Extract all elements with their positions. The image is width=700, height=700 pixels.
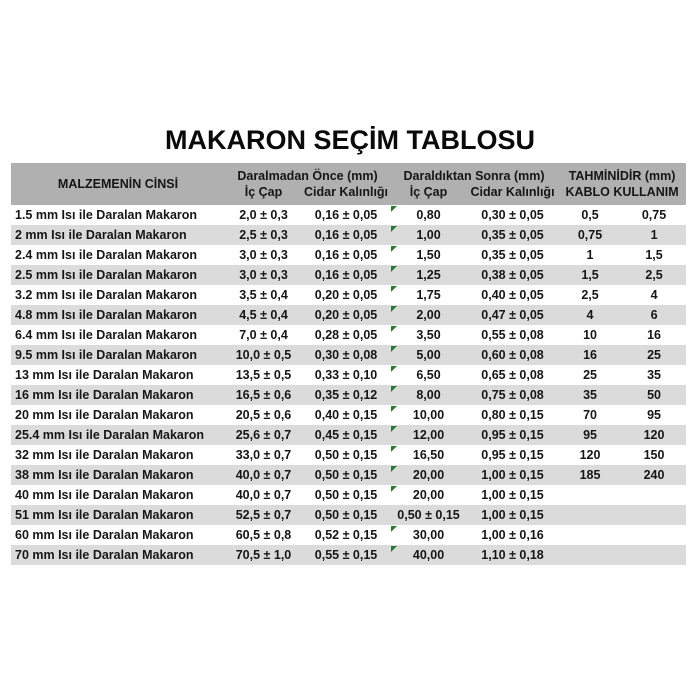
table-row <box>11 465 686 485</box>
kablo-max-cell: 2,5 <box>622 265 686 285</box>
ic-cap-once-cell: 20,5 ± 0,6 <box>235 408 292 422</box>
table-row <box>11 505 686 525</box>
ic-cap-once-cell: 25,6 ± 0,7 <box>225 425 302 445</box>
kablo-max-cell: 120 <box>622 425 686 445</box>
kablo-max-cell <box>622 545 686 565</box>
header-group-after: Daraldıktan Sonra (mm) <box>390 163 558 184</box>
cidar-sonra-cell: 0,38 ± 0,05 <box>467 265 558 285</box>
table-row <box>11 245 686 265</box>
error-indicator-icon <box>391 366 397 372</box>
error-indicator-icon <box>391 526 397 532</box>
ic-cap-once-cell: 33,0 ± 0,7 <box>235 448 292 462</box>
kablo-min-cell <box>558 545 622 565</box>
cidar-once-cell: 0,16 ± 0,05 <box>314 248 378 262</box>
header-group-before: Daralmadan Önce (mm) <box>225 163 390 184</box>
ic-cap-sonra-cell: 3,50 <box>390 325 467 345</box>
table-row <box>11 405 686 425</box>
ic-cap-once-cell: 2,5 ± 0,3 <box>225 225 302 245</box>
makaron-table <box>11 163 686 565</box>
table-row <box>11 265 686 285</box>
kablo-min-cell: 16 <box>558 345 622 365</box>
table-row <box>11 325 686 345</box>
cidar-sonra-cell: 0,75 ± 0,08 <box>467 385 558 405</box>
table-row <box>11 305 686 325</box>
page-title: MAKARON SEÇİM TABLOSU <box>165 125 535 155</box>
kablo-min-cell: 0,5 <box>581 208 599 222</box>
material-cell: 60 mm Isı ile Daralan Makaron <box>15 528 194 542</box>
header-ic-cap-after: İç Çap <box>390 184 467 205</box>
table-row <box>11 545 686 565</box>
kablo-min-cell: 25 <box>583 368 597 382</box>
material-cell: 25.4 mm Isı ile Daralan Makaron <box>11 425 225 445</box>
kablo-min-cell: 1 <box>586 248 594 262</box>
material-cell: 3.2 mm Isı ile Daralan Makaron <box>15 288 198 302</box>
ic-cap-sonra-cell: 8,00 <box>390 385 467 405</box>
ic-cap-sonra-cell: 1,50 <box>390 245 467 265</box>
ic-cap-sonra-cell: 20,00 <box>390 485 467 505</box>
cidar-sonra-cell: 0,55 ± 0,08 <box>481 328 544 342</box>
error-indicator-icon <box>391 426 397 432</box>
ic-cap-once-cell: 60,5 ± 0,8 <box>235 528 292 542</box>
material-cell: 20 mm Isı ile Daralan Makaron <box>15 408 194 422</box>
cidar-sonra-cell: 0,80 ± 0,15 <box>481 408 544 422</box>
kablo-min-cell <box>558 525 622 545</box>
selection-table <box>11 163 686 565</box>
material-cell: 13 mm Isı ile Daralan Makaron <box>15 368 194 382</box>
cidar-once-cell: 0,20 ± 0,05 <box>302 305 390 325</box>
ic-cap-once-cell: 52,5 ± 0,7 <box>225 505 302 525</box>
kablo-max-cell: 0,75 <box>641 208 667 222</box>
kablo-max-cell: 25 <box>622 345 686 365</box>
ic-cap-once-cell: 70,5 ± 1,0 <box>225 545 302 565</box>
material-cell: 2.5 mm Isı ile Daralan Makaron <box>11 265 225 285</box>
cidar-sonra-cell: 0,60 ± 0,08 <box>467 345 558 365</box>
error-indicator-icon <box>391 486 397 492</box>
ic-cap-sonra-cell: 10,00 <box>390 405 467 425</box>
error-indicator-icon <box>391 466 397 472</box>
material-cell: 4.8 mm Isı ile Daralan Makaron <box>11 305 225 325</box>
ic-cap-once-cell: 40,0 ± 0,7 <box>225 465 302 485</box>
error-indicator-icon <box>391 386 397 392</box>
material-cell: 51 mm Isı ile Daralan Makaron <box>11 505 225 525</box>
ic-cap-once-cell: 40,0 ± 0,7 <box>235 488 292 502</box>
table-row <box>11 205 686 225</box>
table-row <box>11 345 686 365</box>
cidar-sonra-cell: 0,95 ± 0,15 <box>481 448 544 462</box>
header-cidar-before: Cidar Kalınlığı <box>302 184 390 205</box>
kablo-min-cell: 35 <box>558 385 622 405</box>
cidar-once-cell: 0,33 ± 0,10 <box>314 368 378 382</box>
table-row <box>11 225 686 245</box>
error-indicator-icon <box>391 446 397 452</box>
error-indicator-icon <box>391 306 397 312</box>
cidar-once-cell: 0,20 ± 0,05 <box>314 288 378 302</box>
kablo-min-cell: 4 <box>558 305 622 325</box>
kablo-min-cell: 120 <box>579 448 601 462</box>
ic-cap-sonra-cell: 5,00 <box>390 345 467 365</box>
cidar-once-cell: 0,55 ± 0,15 <box>302 545 390 565</box>
error-indicator-icon <box>391 226 397 232</box>
cidar-once-cell: 0,50 ± 0,15 <box>314 448 378 462</box>
ic-cap-sonra-cell: 1,00 <box>390 225 467 245</box>
ic-cap-sonra-cell: 20,00 <box>390 465 467 485</box>
ic-cap-sonra-cell: 2,00 <box>390 305 467 325</box>
cidar-once-cell: 0,35 ± 0,12 <box>302 385 390 405</box>
cidar-sonra-cell: 0,35 ± 0,05 <box>467 225 558 245</box>
kablo-min-cell: 1,5 <box>558 265 622 285</box>
error-indicator-icon <box>391 246 397 252</box>
ic-cap-once-cell: 2,0 ± 0,3 <box>239 208 288 222</box>
table-header <box>11 163 686 205</box>
ic-cap-sonra-cell: 12,00 <box>390 425 467 445</box>
kablo-max-cell: 50 <box>622 385 686 405</box>
ic-cap-once-cell: 13,5 ± 0,5 <box>235 368 292 382</box>
kablo-max-cell: 1 <box>622 225 686 245</box>
cidar-sonra-cell: 0,65 ± 0,08 <box>481 368 544 382</box>
cidar-sonra-cell: 1,00 ± 0,15 <box>467 465 558 485</box>
table-row <box>11 285 686 305</box>
cidar-sonra-cell: 0,95 ± 0,15 <box>467 425 558 445</box>
cidar-sonra-cell: 1,00 ± 0,16 <box>481 528 544 542</box>
material-cell: 40 mm Isı ile Daralan Makaron <box>15 488 194 502</box>
ic-cap-sonra-cell: 30,00 <box>390 525 467 545</box>
table-row <box>11 485 686 505</box>
kablo-min-cell: 10 <box>583 328 597 342</box>
table-row <box>11 365 686 385</box>
error-indicator-icon <box>391 546 397 552</box>
kablo-max-cell: 150 <box>643 448 665 462</box>
ic-cap-sonra-cell: 40,00 <box>390 545 467 565</box>
cidar-once-cell: 0,16 ± 0,05 <box>302 225 390 245</box>
kablo-max-cell <box>622 485 686 505</box>
error-indicator-icon <box>391 266 397 272</box>
ic-cap-once-cell: 10,0 ± 0,5 <box>225 345 302 365</box>
table-row <box>11 525 686 545</box>
cidar-sonra-cell: 0,47 ± 0,05 <box>467 305 558 325</box>
kablo-min-cell <box>558 485 622 505</box>
cidar-sonra-cell: 1,00 ± 0,15 <box>467 505 558 525</box>
cidar-once-cell: 0,50 ± 0,15 <box>302 505 390 525</box>
kablo-min-cell: 70 <box>583 408 597 422</box>
kablo-max-cell: 35 <box>647 368 661 382</box>
error-indicator-icon <box>391 326 397 332</box>
cidar-sonra-cell: 0,30 ± 0,05 <box>481 208 544 222</box>
cidar-once-cell: 0,28 ± 0,05 <box>314 328 378 342</box>
cidar-once-cell: 0,16 ± 0,05 <box>302 265 390 285</box>
kablo-max-cell: 4 <box>650 288 658 302</box>
material-cell: 2.4 mm Isı ile Daralan Makaron <box>15 248 198 262</box>
cidar-once-cell: 0,52 ± 0,15 <box>314 528 378 542</box>
table-body <box>11 205 686 565</box>
kablo-max-cell: 1,5 <box>645 248 663 262</box>
ic-cap-sonra-cell: 1,75 <box>390 285 467 305</box>
kablo-min-cell: 95 <box>558 425 622 445</box>
ic-cap-sonra-cell: 1,25 <box>390 265 467 285</box>
material-cell: 16 mm Isı ile Daralan Makaron <box>11 385 225 405</box>
cidar-sonra-cell: 0,35 ± 0,05 <box>481 248 544 262</box>
header-cidar-after: Cidar Kalınlığı <box>467 184 558 205</box>
error-indicator-icon <box>391 346 397 352</box>
error-indicator-icon <box>391 406 397 412</box>
kablo-max-cell <box>622 505 686 525</box>
cidar-once-cell: 0,45 ± 0,15 <box>302 425 390 445</box>
error-indicator-icon <box>391 206 397 212</box>
cidar-once-cell: 0,50 ± 0,15 <box>302 465 390 485</box>
table-row <box>11 425 686 445</box>
kablo-max-cell <box>622 525 686 545</box>
material-cell: 9.5 mm Isı ile Daralan Makaron <box>11 345 225 365</box>
ic-cap-sonra-cell: 0,50 ± 0,15 <box>390 505 467 525</box>
header-group-estimate: TAHMİNİDİR (mm) <box>558 163 686 184</box>
material-cell: 32 mm Isı ile Daralan Makaron <box>15 448 194 462</box>
cidar-once-cell: 0,50 ± 0,15 <box>314 488 378 502</box>
kablo-min-cell: 0,75 <box>558 225 622 245</box>
cidar-once-cell: 0,30 ± 0,08 <box>302 345 390 365</box>
ic-cap-once-cell: 3,5 ± 0,4 <box>239 288 288 302</box>
ic-cap-once-cell: 3,0 ± 0,3 <box>239 248 288 262</box>
ic-cap-once-cell: 3,0 ± 0,3 <box>225 265 302 285</box>
kablo-max-cell: 6 <box>622 305 686 325</box>
cidar-sonra-cell: 0,40 ± 0,05 <box>481 288 544 302</box>
ic-cap-sonra-cell: 16,50 <box>390 445 467 465</box>
kablo-max-cell: 240 <box>622 465 686 485</box>
ic-cap-sonra-cell: 0,80 <box>390 205 467 225</box>
kablo-min-cell: 2,5 <box>581 288 599 302</box>
header-material: MALZEMENİN CİNSİ <box>11 163 225 205</box>
kablo-min-cell <box>558 505 622 525</box>
kablo-max-cell: 16 <box>647 328 661 342</box>
error-indicator-icon <box>391 286 397 292</box>
material-cell: 1.5 mm Isı ile Daralan Makaron <box>15 208 198 222</box>
kablo-min-cell: 185 <box>558 465 622 485</box>
header-kablo-kullanim: KABLO KULLANIM <box>558 184 686 205</box>
material-cell: 6.4 mm Isı ile Daralan Makaron <box>15 328 198 342</box>
material-cell: 2 mm Isı ile Daralan Makaron <box>11 225 225 245</box>
ic-cap-sonra-cell: 6,50 <box>390 365 467 385</box>
material-cell: 38 mm Isı ile Daralan Makaron <box>11 465 225 485</box>
ic-cap-once-cell: 7,0 ± 0,4 <box>239 328 288 342</box>
ic-cap-once-cell: 4,5 ± 0,4 <box>225 305 302 325</box>
table-row <box>11 445 686 465</box>
table-row <box>11 385 686 405</box>
ic-cap-once-cell: 16,5 ± 0,6 <box>225 385 302 405</box>
cidar-sonra-cell: 1,10 ± 0,18 <box>467 545 558 565</box>
kablo-max-cell: 95 <box>647 408 661 422</box>
header-ic-cap-before: İç Çap <box>225 184 302 205</box>
cidar-once-cell: 0,16 ± 0,05 <box>314 208 378 222</box>
cidar-sonra-cell: 1,00 ± 0,15 <box>481 488 544 502</box>
material-cell: 70 mm Isı ile Daralan Makaron <box>11 545 225 565</box>
cidar-once-cell: 0,40 ± 0,15 <box>314 408 378 422</box>
